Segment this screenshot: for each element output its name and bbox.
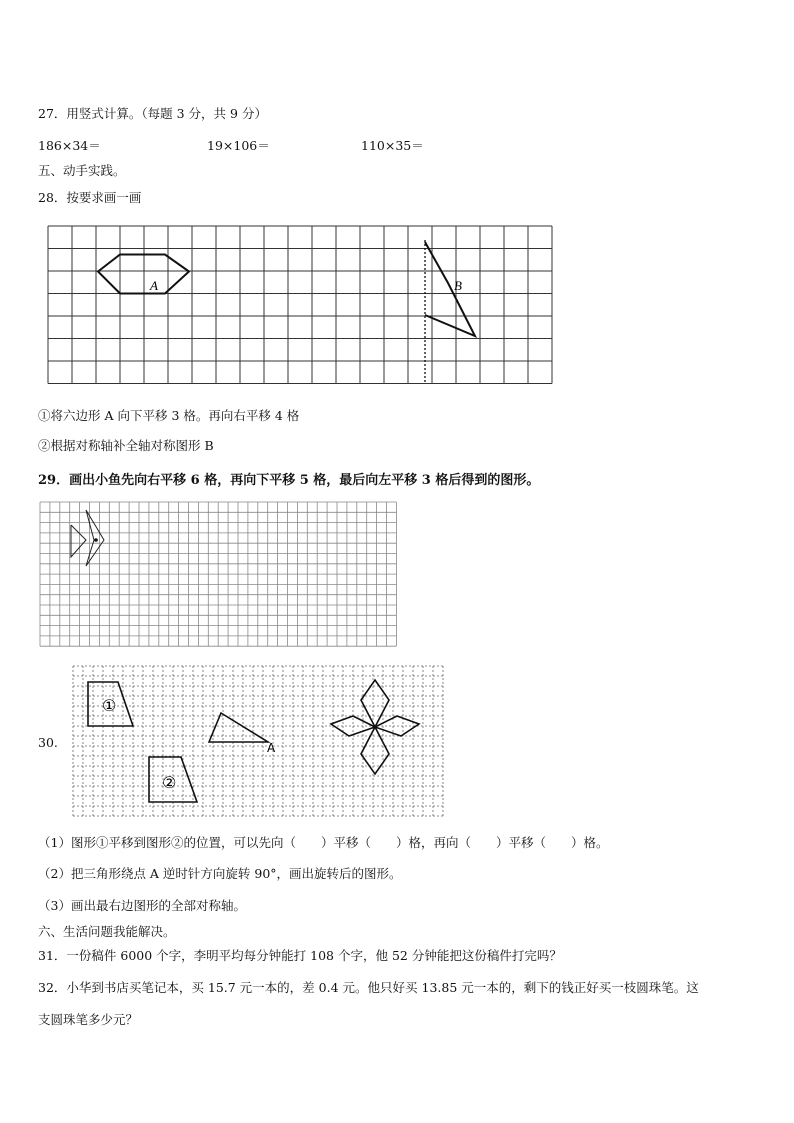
triangle-shape xyxy=(209,713,268,742)
q29-title: 29．画出小鱼先向右平移 6 格，再向下平移 5 格，最后向左平移 3 格后得到的图形。 xyxy=(38,473,540,488)
q27-expr-1: 186×34＝ xyxy=(38,138,101,153)
q30-grid xyxy=(73,666,443,816)
four-petal-figure xyxy=(331,680,419,774)
q27-expr-3: 110×35＝ xyxy=(361,138,424,153)
section-6-heading: 六、生活问题我能解决。 xyxy=(38,924,176,939)
q27-title: 27．用竖式计算。（每题 3 分，共 9 分） xyxy=(38,106,267,121)
q30-number: 30. xyxy=(38,735,58,750)
q28-title: 28．按要求画一画 xyxy=(38,190,142,205)
q32-line-1: 32．小华到书店买笔记本，买 15.7 元一本的，差 0.4 元。他只好买 13.85 元一本的，剩下的钱正好买一枝圆珠笔。这 xyxy=(38,980,699,995)
q28-grid xyxy=(48,226,552,384)
q30-grid-figure xyxy=(71,664,451,818)
q28-grid-figure xyxy=(46,224,558,386)
trapezoid-2-label: ② xyxy=(162,773,177,792)
shape-b-label: B xyxy=(454,278,462,293)
trapezoid-1-label: ① xyxy=(102,696,117,715)
fish-eye xyxy=(94,538,98,542)
point-a-label: A xyxy=(267,741,276,755)
q31-text: 31．一份稿件 6000 个字，李明平均每分钟能打 108 个字，他 52 分钟能把这份稿件打完吗？ xyxy=(38,948,562,963)
q30-sub-3: （3）画出最右边图形的全部对称轴。 xyxy=(38,898,246,913)
q32-line-2: 支圆珠笔多少元？ xyxy=(38,1012,139,1027)
q30-sub-2: （2）把三角形绕点 A 逆时针方向旋转 90°，画出旋转后的图形。 xyxy=(38,866,402,881)
q27-expr-2: 19×106＝ xyxy=(207,138,270,153)
q29-grid xyxy=(40,502,396,646)
q30-sub-1: （1）图形①平移到图形②的位置，可以先向（ ）平移（ ）格，再向（ ）平移（ ）格。 xyxy=(38,835,609,850)
section-5-heading: 五、动手实践。 xyxy=(38,163,126,178)
q28-task-1: ①将六边形 A 向下平移 3 格。再向右平移 4 格 xyxy=(38,408,300,423)
q29-grid-figure xyxy=(38,500,398,648)
q28-task-2: ②根据对称轴补全轴对称图形 B xyxy=(38,438,214,453)
hexagon-a-label: A xyxy=(150,278,158,293)
